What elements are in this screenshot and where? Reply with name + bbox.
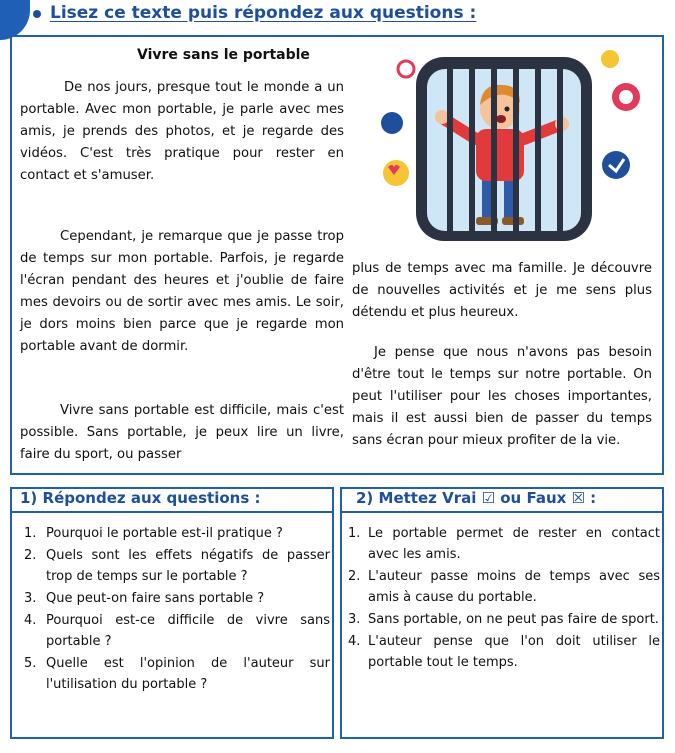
heading-divider bbox=[12, 511, 332, 513]
statement-item bbox=[348, 631, 660, 673]
question-number: 4. bbox=[24, 613, 37, 628]
questions-box bbox=[10, 487, 334, 739]
question-item bbox=[24, 523, 330, 544]
statement-text: Le portable permet de rester en contact avec les amis. bbox=[368, 526, 660, 562]
question-item bbox=[24, 610, 330, 652]
paragraph-3-continued: plus de temps avec ma famille. Je découvre de nouvelles activités et je me sens plus détendu et plus heureux. bbox=[352, 261, 652, 320]
statement-item bbox=[348, 609, 660, 630]
statement-item bbox=[348, 566, 660, 608]
reading-text-box bbox=[10, 35, 664, 475]
question-text: Pourquoi est-ce difficile de vivre sans portable ? bbox=[46, 613, 330, 649]
question-number: 3. bbox=[24, 591, 37, 606]
bullet-icon bbox=[33, 10, 41, 18]
question-item bbox=[24, 588, 330, 609]
text-title: Vivre sans le portable bbox=[137, 47, 310, 63]
instruction-heading: Lisez ce texte puis répondez aux questions : bbox=[50, 3, 477, 23]
statements-list bbox=[348, 523, 660, 674]
question-text: Que peut-on faire sans portable ? bbox=[46, 591, 265, 606]
question-text: Quels sont les effets négatifs de passer trop de temps sur le portable ? bbox=[46, 548, 330, 584]
statement-number: 1. bbox=[348, 526, 361, 541]
question-number: 2. bbox=[24, 548, 37, 563]
question-item bbox=[24, 653, 330, 695]
question-number: 5. bbox=[24, 656, 37, 671]
statement-number: 2. bbox=[348, 569, 361, 584]
true-false-heading: 2) Mettez Vrai ☑ ou Faux ☒ : bbox=[356, 489, 597, 507]
question-text: Quelle est l'opinion de l'auteur sur l'utilisation du portable ? bbox=[46, 656, 330, 692]
statement-text: L'auteur pense que l'on doit utiliser le portable tout le temps. bbox=[368, 634, 660, 670]
heading-divider bbox=[342, 511, 662, 513]
paragraph-2: Cependant, je remarque que je passe trop de temps sur mon portable. Parfois, je regarde l'écran pendant des heures et j'oublie de faire mes devoirs ou de sortir avec mes amis. Le soir, je dors moins bien parce que je regarde mon portable avant de dormir. bbox=[20, 229, 344, 354]
questions-list bbox=[24, 523, 330, 696]
boy-trapped-in-phone-illustration bbox=[364, 47, 654, 243]
paragraph-1: De nos jours, presque tout le monde a un portable. Avec mon portable, je parle avec mes amis, je prends des photos, et je regarde des vidéos. C'est très pratique pour rester en contact et s'amuser. bbox=[20, 80, 344, 183]
questions-heading: 1) Répondez aux questions : bbox=[20, 489, 261, 507]
statement-number: 4. bbox=[348, 634, 361, 649]
paragraph-4: Je pense que nous n'avons pas besoin d'être tout le temps sur notre portable. On peut l'utiliser pour les choses importantes, mais il est aussi bien de passer du temps sans écran pour mieux profiter de la vie. bbox=[352, 345, 652, 448]
statement-text: Sans portable, on ne peut pas faire de sport. bbox=[368, 612, 659, 627]
statement-text: L'auteur passe moins de temps avec ses amis à cause du portable. bbox=[368, 569, 660, 605]
true-false-box bbox=[340, 487, 664, 739]
paragraph-3: Vivre sans portable est difficile, mais c'est possible. Sans portable, je peux lire un livre, faire du sport, ou passer bbox=[20, 403, 344, 462]
statement-number: 3. bbox=[348, 612, 361, 627]
corner-decoration bbox=[0, 0, 30, 40]
question-item bbox=[24, 545, 330, 587]
question-number: 1. bbox=[24, 526, 37, 541]
question-text: Pourquoi le portable est-il pratique ? bbox=[46, 526, 283, 541]
statement-item bbox=[348, 523, 660, 565]
